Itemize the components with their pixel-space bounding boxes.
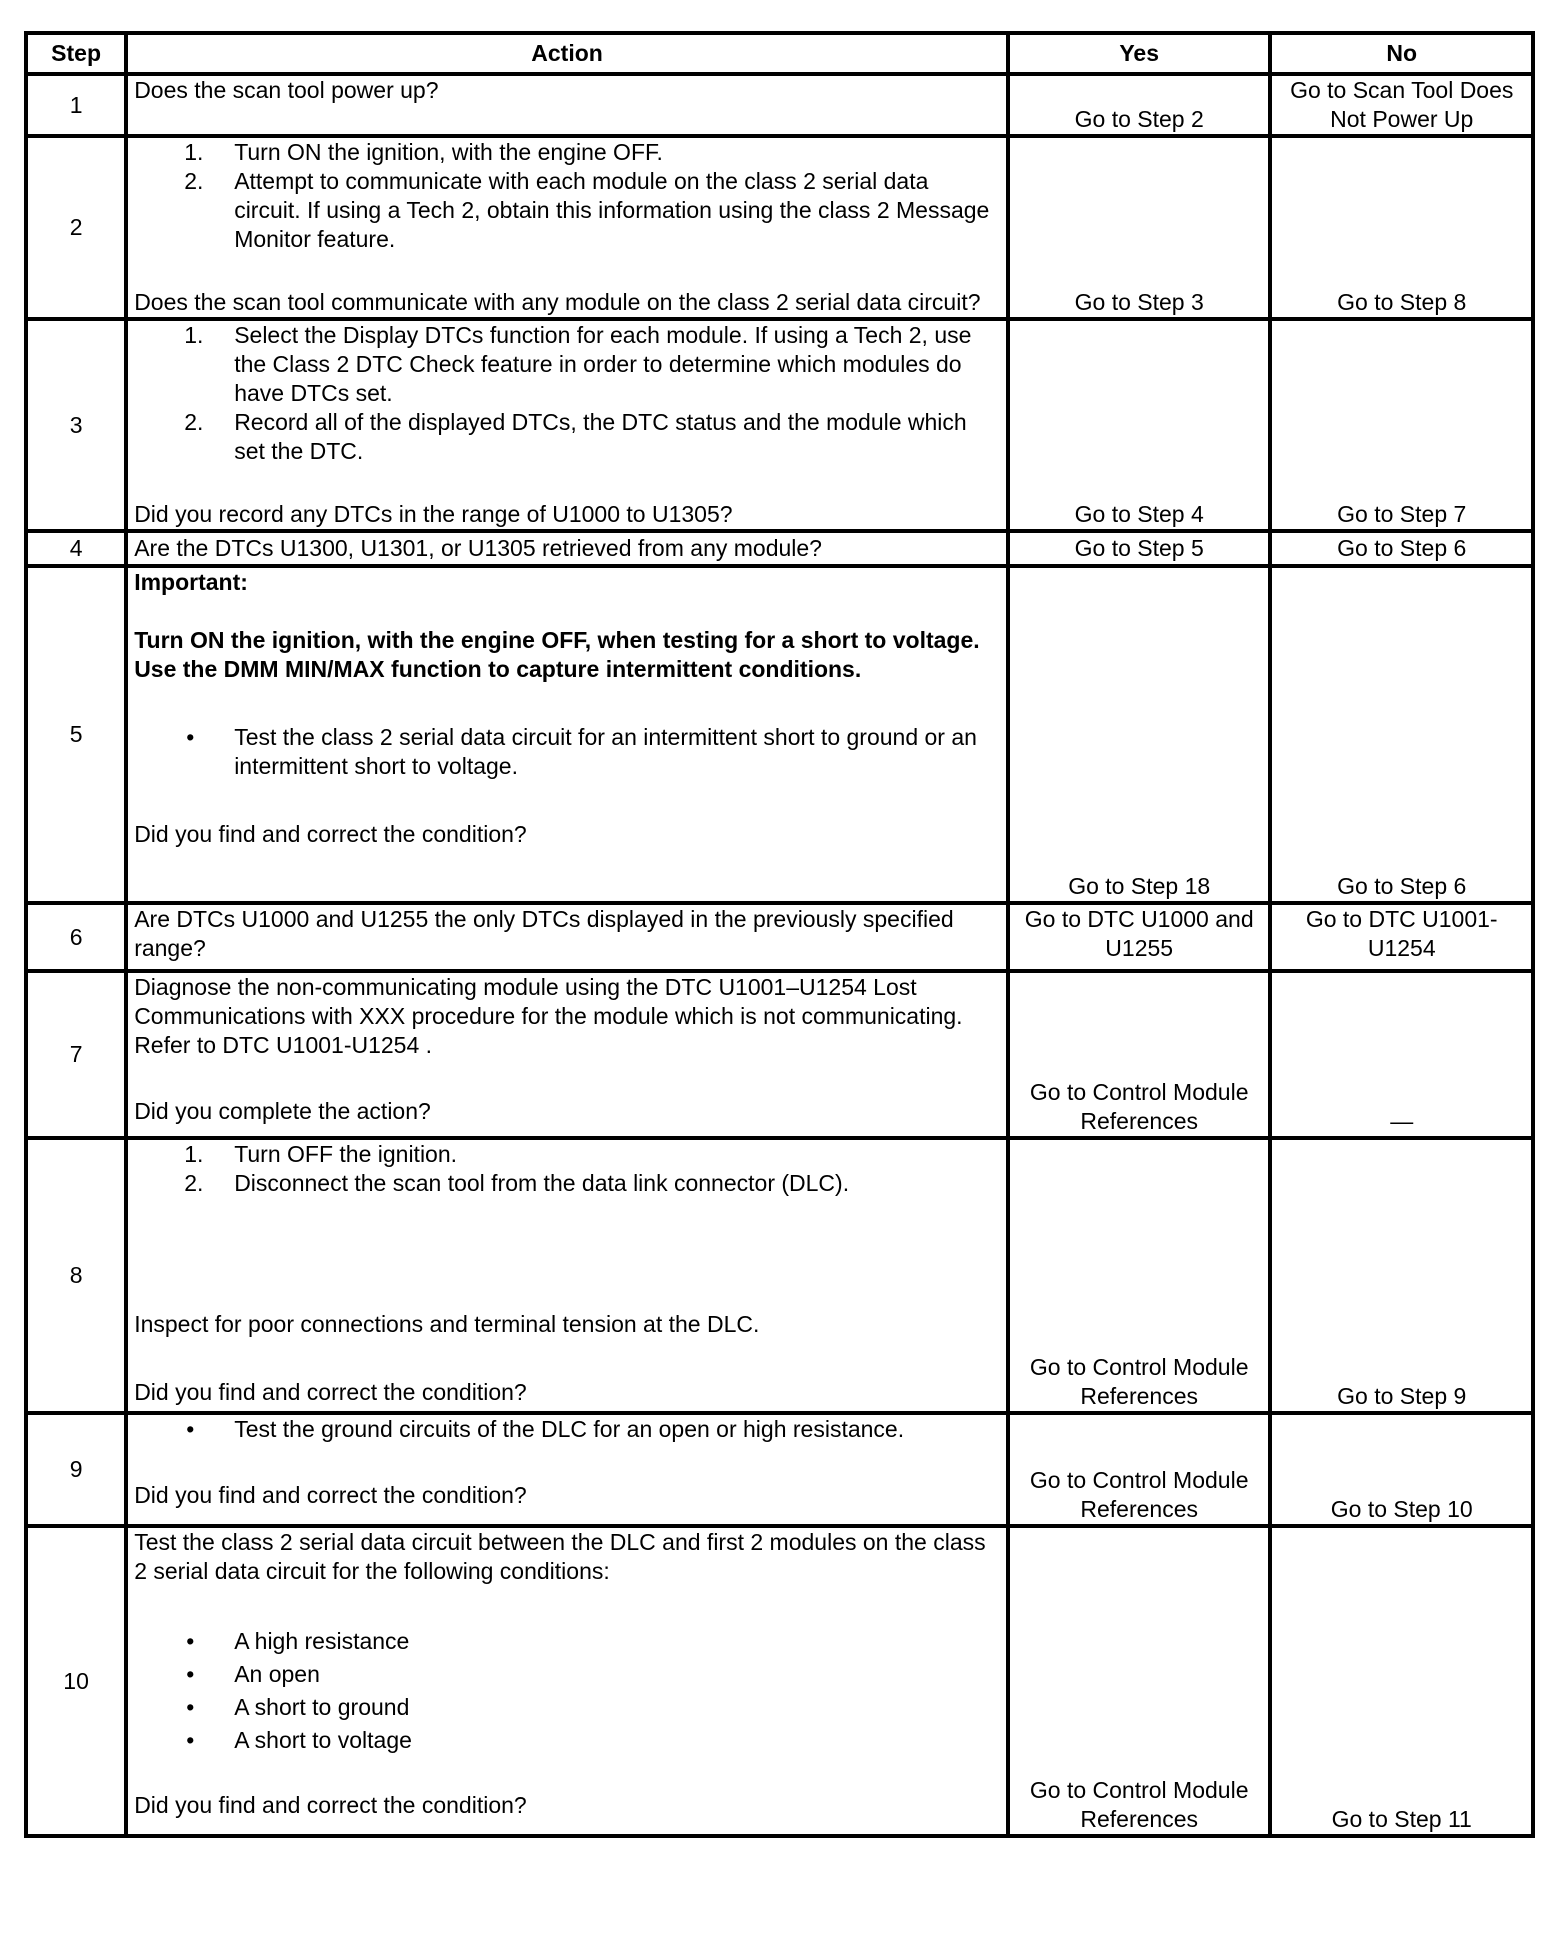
action-question: Does the scan tool power up? <box>134 77 439 103</box>
yes-cell: Go to Step 5 <box>1008 531 1271 566</box>
action-cell <box>126 319 1008 531</box>
table-row <box>26 531 1533 566</box>
step-number: 8 <box>26 1138 126 1413</box>
bullet-icon: • <box>186 1694 195 1720</box>
table-row <box>26 319 1533 531</box>
table-row <box>26 136 1533 319</box>
step-number: 10 <box>26 1526 126 1836</box>
action-question: Did you complete the action? <box>134 1098 431 1124</box>
action-step: 2. Disconnect the scan tool from the data link connector (DLC). <box>184 1170 850 1196</box>
action-steps <box>134 1140 1000 1198</box>
action-text: Diagnose the non-communicating module using the DTC U1001–U1254 Lost Communications with XXX procedure for the module which is not communicating. Refer to DTC U1001-U1254 . <box>134 974 963 1058</box>
action-steps <box>134 138 1000 254</box>
action-question: Did you find and correct the condition? <box>134 821 527 847</box>
header-action: Action <box>126 33 1008 74</box>
step-number: 1 <box>26 74 126 136</box>
action-cell <box>126 1526 1008 1836</box>
step-index: 2. <box>184 1170 204 1196</box>
bullet-icon: • <box>186 1727 195 1753</box>
action-step: 1. Select the Display DTCs function for each module. If using a Tech 2, use the Class 2 DTC Check feature in order to determine which modules do have DTCs set. <box>184 322 972 406</box>
action-cell <box>126 1413 1008 1526</box>
action-text: Inspect for poor connections and terminal tension at the DLC. <box>134 1311 760 1337</box>
action-bullets <box>134 723 1000 781</box>
action-question: Does the scan tool communicate with any module on the class 2 serial data circuit? <box>134 289 981 315</box>
action-cell <box>126 74 1008 136</box>
action-question: Did you find and correct the condition? <box>134 1792 527 1818</box>
yes-cell: Go to Control Module References <box>1008 1526 1271 1836</box>
table-row <box>26 1526 1533 1836</box>
bullet-item: • A short to voltage <box>134 1724 1000 1757</box>
yes-cell: Go to Control Module References <box>1008 971 1271 1138</box>
step-index: 2. <box>184 409 204 435</box>
header-no: No <box>1270 33 1533 74</box>
yes-cell: Go to Step 4 <box>1008 319 1271 531</box>
action-step: 2. Attempt to communicate with each module on the class 2 serial data circuit. If using a Tech 2, obtain this information using the class 2 Message Monitor feature. <box>184 168 990 252</box>
no-cell: Go to Scan Tool Does Not Power Up <box>1270 74 1533 136</box>
action-bullets <box>134 1625 1000 1757</box>
important-label: Important: <box>134 569 248 595</box>
table-row <box>26 1413 1533 1526</box>
no-cell: — <box>1270 971 1533 1138</box>
important-text: Turn ON the ignition, with the engine OFF, when testing for a short to voltage. Use the DMM MIN/MAX function to capture intermittent conditions. <box>134 627 980 682</box>
step-index: 1. <box>184 1141 204 1167</box>
action-step: 2. Record all of the displayed DTCs, the DTC status and the module which set the DTC. <box>184 409 967 464</box>
action-cell <box>126 136 1008 319</box>
no-cell: Go to Step 9 <box>1270 1138 1533 1413</box>
bullet-icon: • <box>186 724 195 750</box>
step-number: 4 <box>26 531 126 566</box>
no-cell: Go to Step 7 <box>1270 319 1533 531</box>
diagnostic-table <box>24 31 1535 1838</box>
table-row <box>26 74 1533 136</box>
table-row <box>26 903 1533 971</box>
bullet-item: • A high resistance <box>134 1625 1000 1658</box>
action-cell <box>126 531 1008 566</box>
table-row <box>26 971 1533 1138</box>
table-row <box>26 566 1533 903</box>
no-cell: Go to Step 11 <box>1270 1526 1533 1836</box>
bullet-item: • An open <box>134 1658 1000 1691</box>
bullet-item: • Test the ground circuits of the DLC for an open or high resistance. <box>186 1416 905 1442</box>
action-question: Did you find and correct the condition? <box>134 1482 527 1508</box>
step-index: 1. <box>184 322 204 348</box>
yes-cell: Go to Control Module References <box>1008 1413 1271 1526</box>
yes-cell: Go to Step 3 <box>1008 136 1271 319</box>
step-index: 2. <box>184 168 204 194</box>
action-step: 1. Turn OFF the ignition. <box>184 1141 458 1167</box>
action-bullets <box>134 1415 1000 1444</box>
bullet-icon: • <box>186 1628 195 1654</box>
step-number: 2 <box>26 136 126 319</box>
header-row <box>26 33 1533 74</box>
step-index: 1. <box>184 139 204 165</box>
action-cell <box>126 566 1008 903</box>
no-cell: Go to DTC U1001-U1254 <box>1270 903 1533 971</box>
yes-cell: Go to Step 2 <box>1008 74 1271 136</box>
action-question: Did you find and correct the condition? <box>134 1379 527 1405</box>
action-cell <box>126 903 1008 971</box>
action-cell <box>126 1138 1008 1413</box>
no-cell: Go to Step 6 <box>1270 531 1533 566</box>
no-cell: Go to Step 10 <box>1270 1413 1533 1526</box>
yes-cell: Go to Control Module References <box>1008 1138 1271 1413</box>
bullet-item: • A short to ground <box>134 1691 1000 1724</box>
header-step: Step <box>26 33 126 74</box>
action-cell <box>126 971 1008 1138</box>
action-text: Test the class 2 serial data circuit between the DLC and first 2 modules on the class 2 serial data circuit for the following conditions: <box>134 1529 986 1584</box>
action-question: Did you record any DTCs in the range of U1000 to U1305? <box>134 501 733 527</box>
yes-cell: Go to Step 18 <box>1008 566 1271 903</box>
step-number: 6 <box>26 903 126 971</box>
step-number: 9 <box>26 1413 126 1526</box>
action-question: Are DTCs U1000 and U1255 the only DTCs displayed in the previously specified range? <box>134 906 954 961</box>
step-number: 7 <box>26 971 126 1138</box>
no-cell: Go to Step 8 <box>1270 136 1533 319</box>
no-cell: Go to Step 6 <box>1270 566 1533 903</box>
action-question: Are the DTCs U1300, U1301, or U1305 retrieved from any module? <box>134 535 822 561</box>
header-yes: Yes <box>1008 33 1271 74</box>
step-number: 5 <box>26 566 126 903</box>
bullet-icon: • <box>186 1416 195 1442</box>
action-step: 1. Turn ON the ignition, with the engine OFF. <box>184 139 663 165</box>
bullet-icon: • <box>186 1661 195 1687</box>
yes-cell: Go to DTC U1000 and U1255 <box>1008 903 1271 971</box>
step-number: 3 <box>26 319 126 531</box>
table-row <box>26 1138 1533 1413</box>
bullet-item: • Test the class 2 serial data circuit for an intermittent short to ground or an intermittent short to voltage. <box>186 724 977 779</box>
action-steps <box>134 321 1000 466</box>
